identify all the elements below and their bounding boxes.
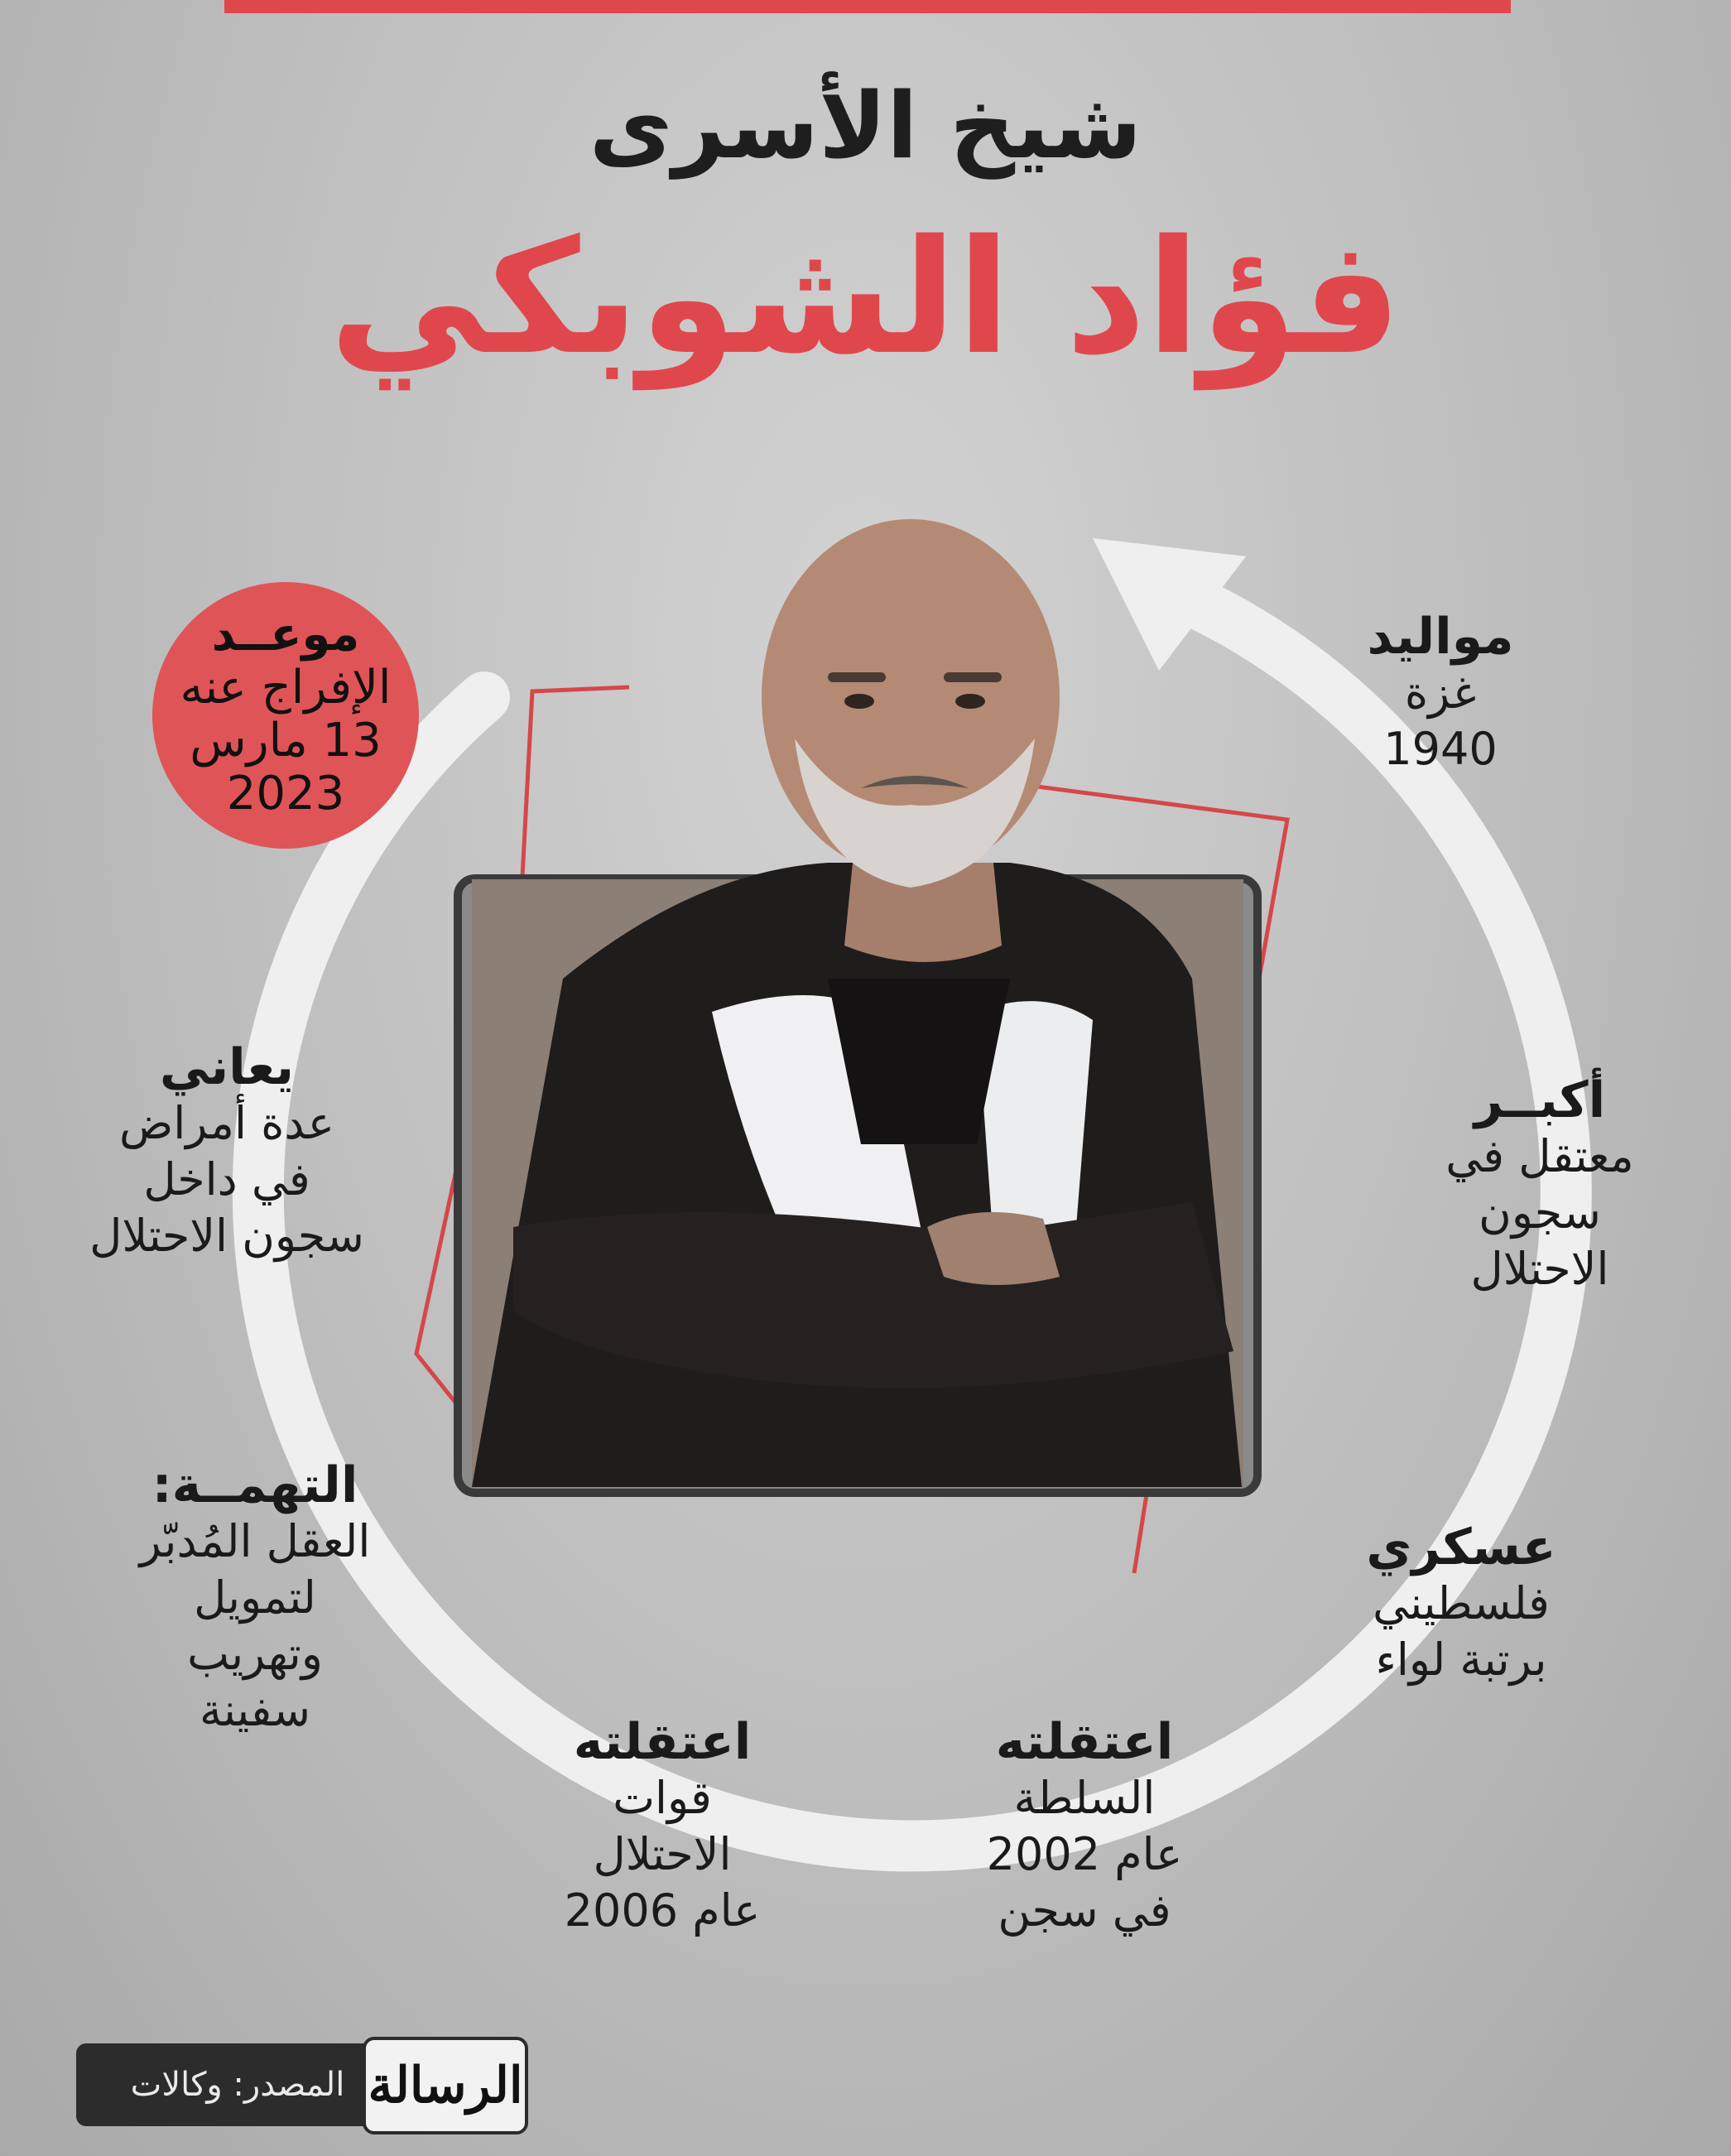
fact-arrest-occupation — [530, 1714, 795, 1939]
release-line-1: الإفراج عنه — [180, 661, 392, 715]
fact-charge — [106, 1457, 404, 1739]
fact-illness-line: عدة أمراض — [118, 1097, 335, 1149]
fact-oldest-prisoner — [1403, 1072, 1676, 1297]
fact-charge-line: وتهريب — [187, 1628, 323, 1680]
page-kicker: شيخ الأسرى — [589, 73, 1142, 179]
fact-oldest-heading: أكبــر — [1474, 1071, 1606, 1129]
fact-arrest-authority-heading: اعتقلته — [995, 1713, 1174, 1771]
fact-arrest-authority-line: في سجن — [998, 1884, 1171, 1937]
fact-born-line: غزة — [1404, 667, 1477, 719]
frame-line-bottom — [770, 1486, 1147, 1573]
fact-oldest-line: معتقل في — [1445, 1130, 1634, 1182]
fact-arrest-occupation-heading: اعتقلته — [573, 1713, 752, 1771]
source-label: المصدر: وكالات — [130, 2066, 345, 2104]
fact-arrest-occupation-line: عام 2006 — [564, 1884, 761, 1937]
fact-oldest-line: سجون — [1479, 1186, 1601, 1239]
fact-oldest-line: الاحتلال — [1470, 1243, 1609, 1295]
fact-charge-line: لتمويل — [194, 1571, 316, 1624]
fact-arrest-authority — [952, 1714, 1217, 1939]
page-title: فؤاد الشوبكي — [329, 206, 1402, 389]
fact-military-line: برتبة لواء — [1375, 1634, 1547, 1686]
fact-military-heading: عسكري — [1366, 1518, 1556, 1576]
fact-born — [1316, 609, 1565, 777]
footer — [76, 2037, 531, 2134]
fact-military — [1325, 1519, 1598, 1688]
release-date-text — [152, 609, 419, 821]
fact-illness-line: في داخل — [143, 1153, 310, 1206]
portrait-photo — [464, 515, 1252, 1487]
fact-charge-line: العقل المُدبّر — [139, 1515, 371, 1567]
fact-born-line: 1940 — [1383, 723, 1498, 775]
brand-logo-text: الرسالة — [368, 2057, 523, 2115]
release-heading: موعــد — [211, 608, 360, 662]
fact-charge-line: سفينة — [199, 1684, 311, 1736]
fact-illness-heading: يعاني — [159, 1038, 295, 1096]
release-line-3: 2023 — [226, 767, 345, 821]
fact-born-heading: مواليد — [1367, 608, 1514, 666]
fact-arrest-occupation-line: الاحتلال — [593, 1828, 732, 1880]
fact-arrest-occupation-line: قوات — [613, 1772, 712, 1824]
fact-military-line: فلسطيني — [1373, 1577, 1550, 1629]
fact-illness-line: سجون الاحتلال — [89, 1210, 364, 1262]
fact-arrest-authority-line: عام 2002 — [986, 1828, 1183, 1880]
fact-charge-heading: التهمــة: — [151, 1456, 358, 1514]
fact-illness — [70, 1039, 384, 1264]
fact-arrest-authority-line: السلطة — [1013, 1772, 1156, 1824]
release-line-2: 13 مارس — [190, 714, 382, 768]
